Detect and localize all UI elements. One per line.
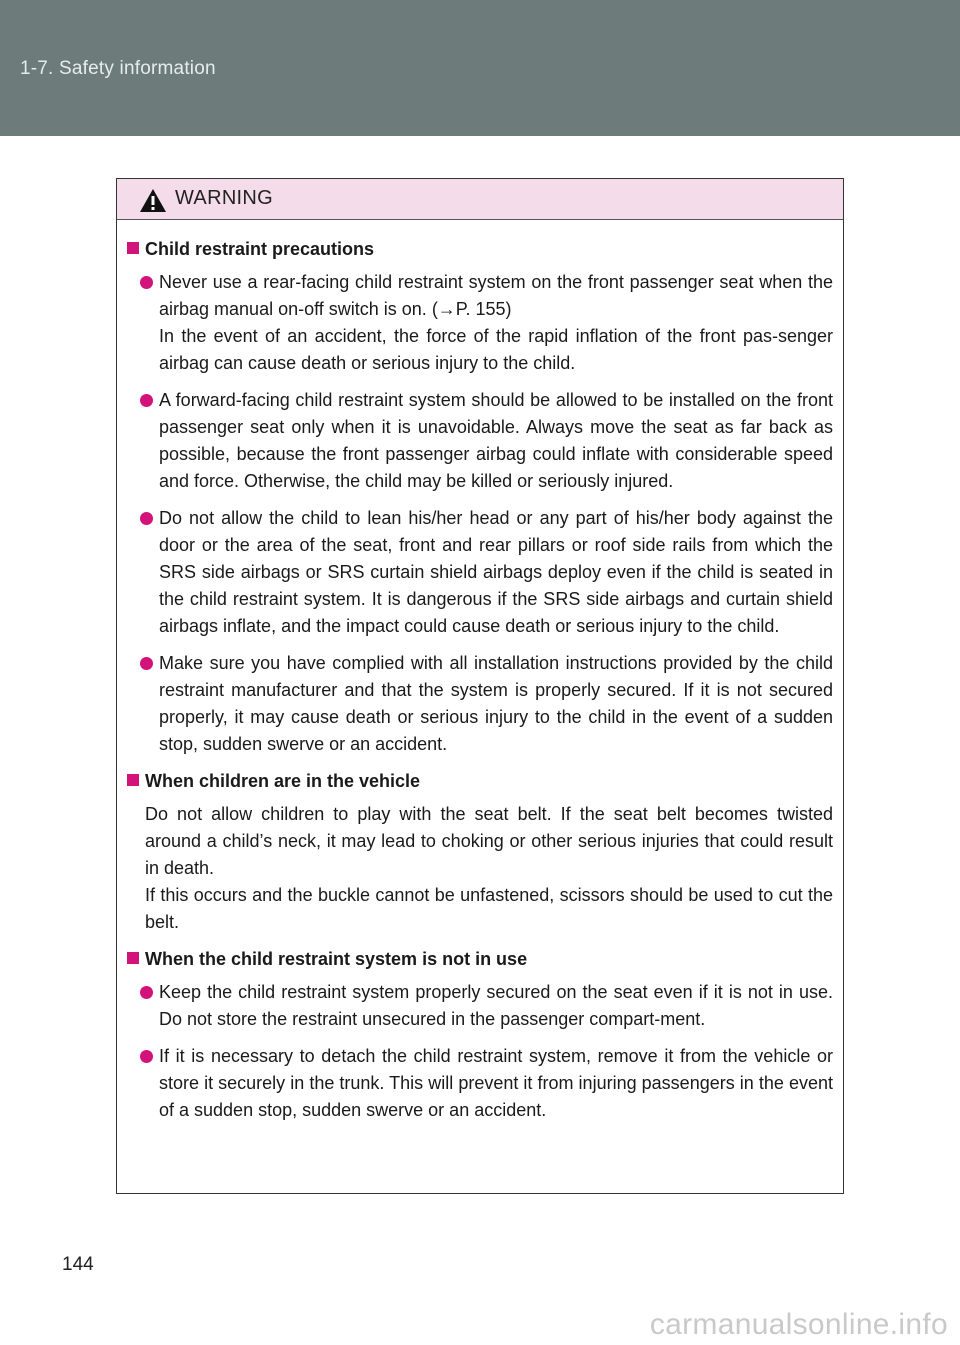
square-bullet-icon — [127, 242, 139, 254]
section-title: 1-7. Safety information — [20, 58, 216, 79]
section-restraint-not-in-use — [127, 946, 833, 1124]
section-heading: When children are in the vehicle — [127, 768, 833, 795]
section-heading: When the child restraint system is not in use — [127, 946, 833, 973]
circle-bullet-icon — [140, 657, 153, 670]
bullet-text: Make sure you have complied with all installation instructions provided by the child restraint manufacturer and that the system is properly secured. If it is not secured properly, it may cause death or serious injury to the child in the event of a sudden stop, sudden swerve or an accident. — [159, 653, 833, 754]
section-heading: Child restraint precautions — [127, 236, 833, 263]
bullet-item — [127, 979, 833, 1033]
bullet-text: A forward-facing child restraint system should be allowed to be installed on the front passenger seat only when it is unavoidable. Always move the seat as far back as possible, because the front passenger airbag could inflate with considerable speed and force. Otherwise, the child may be killed or seriously injured. — [159, 390, 833, 491]
bullet-item — [127, 650, 833, 758]
warning-content — [117, 220, 843, 1124]
square-bullet-icon — [127, 952, 139, 964]
bullet-text: Do not allow the child to lean his/her head or any part of his/her body against the door or the area of the seat, front and rear pillars or roof side rails from which the SRS side airbags or SRS curtain shield airbags deploy even if the child is seated in the child restraint system. It is dangerous if the SRS side airbags and curtain shield airbags inflate, and the impact could cause death or serious injury to the child. — [159, 508, 833, 636]
warning-title: WARNING — [175, 187, 274, 209]
circle-bullet-icon — [140, 276, 153, 289]
bullet-text: Keep the child restraint system properly secured on the seat even if it is not in use. Do not store the restraint unsecured in the passenger compart-ment. — [159, 982, 833, 1029]
bullet-text: Never use a rear-facing child restraint system on the front passenger seat when the airbag manual on-off switch is on. (→P. 155) In the event of an accident, the force of the rapid inflation of the front pas-senger airbag can cause death or serious injury to the child. — [159, 272, 833, 373]
warning-box — [116, 178, 844, 1194]
bullet-item — [127, 505, 833, 640]
circle-bullet-icon — [140, 1050, 153, 1063]
section-body: Do not allow children to play with the seat belt. If the seat belt becomes twisted around a child’s neck, it may lead to choking or other serious injuries that could result in death. If this occurs and the buckle cannot be unfastened, scissors should be used to cut the belt. — [145, 804, 833, 932]
bullet-item — [127, 1043, 833, 1124]
bullet-text: If it is necessary to detach the child restraint system, remove it from the vehicle or store it securely in the trunk. This will prevent it from injuring passengers in the event of a sudden stop, sudden swerve or an accident. — [159, 1046, 833, 1120]
circle-bullet-icon — [140, 512, 153, 525]
circle-bullet-icon — [140, 394, 153, 407]
page-number: 144 — [62, 1254, 94, 1275]
section-children-in-vehicle — [127, 768, 833, 936]
section-child-restraint-precautions — [127, 236, 833, 758]
bullet-item — [127, 387, 833, 495]
bullet-item — [127, 269, 833, 377]
watermark: carmanualsonline.info — [649, 1308, 948, 1341]
warning-header — [117, 179, 843, 220]
square-bullet-icon — [127, 774, 139, 786]
warning-triangle-icon — [139, 188, 167, 213]
circle-bullet-icon — [140, 986, 153, 999]
page-header — [0, 0, 960, 136]
